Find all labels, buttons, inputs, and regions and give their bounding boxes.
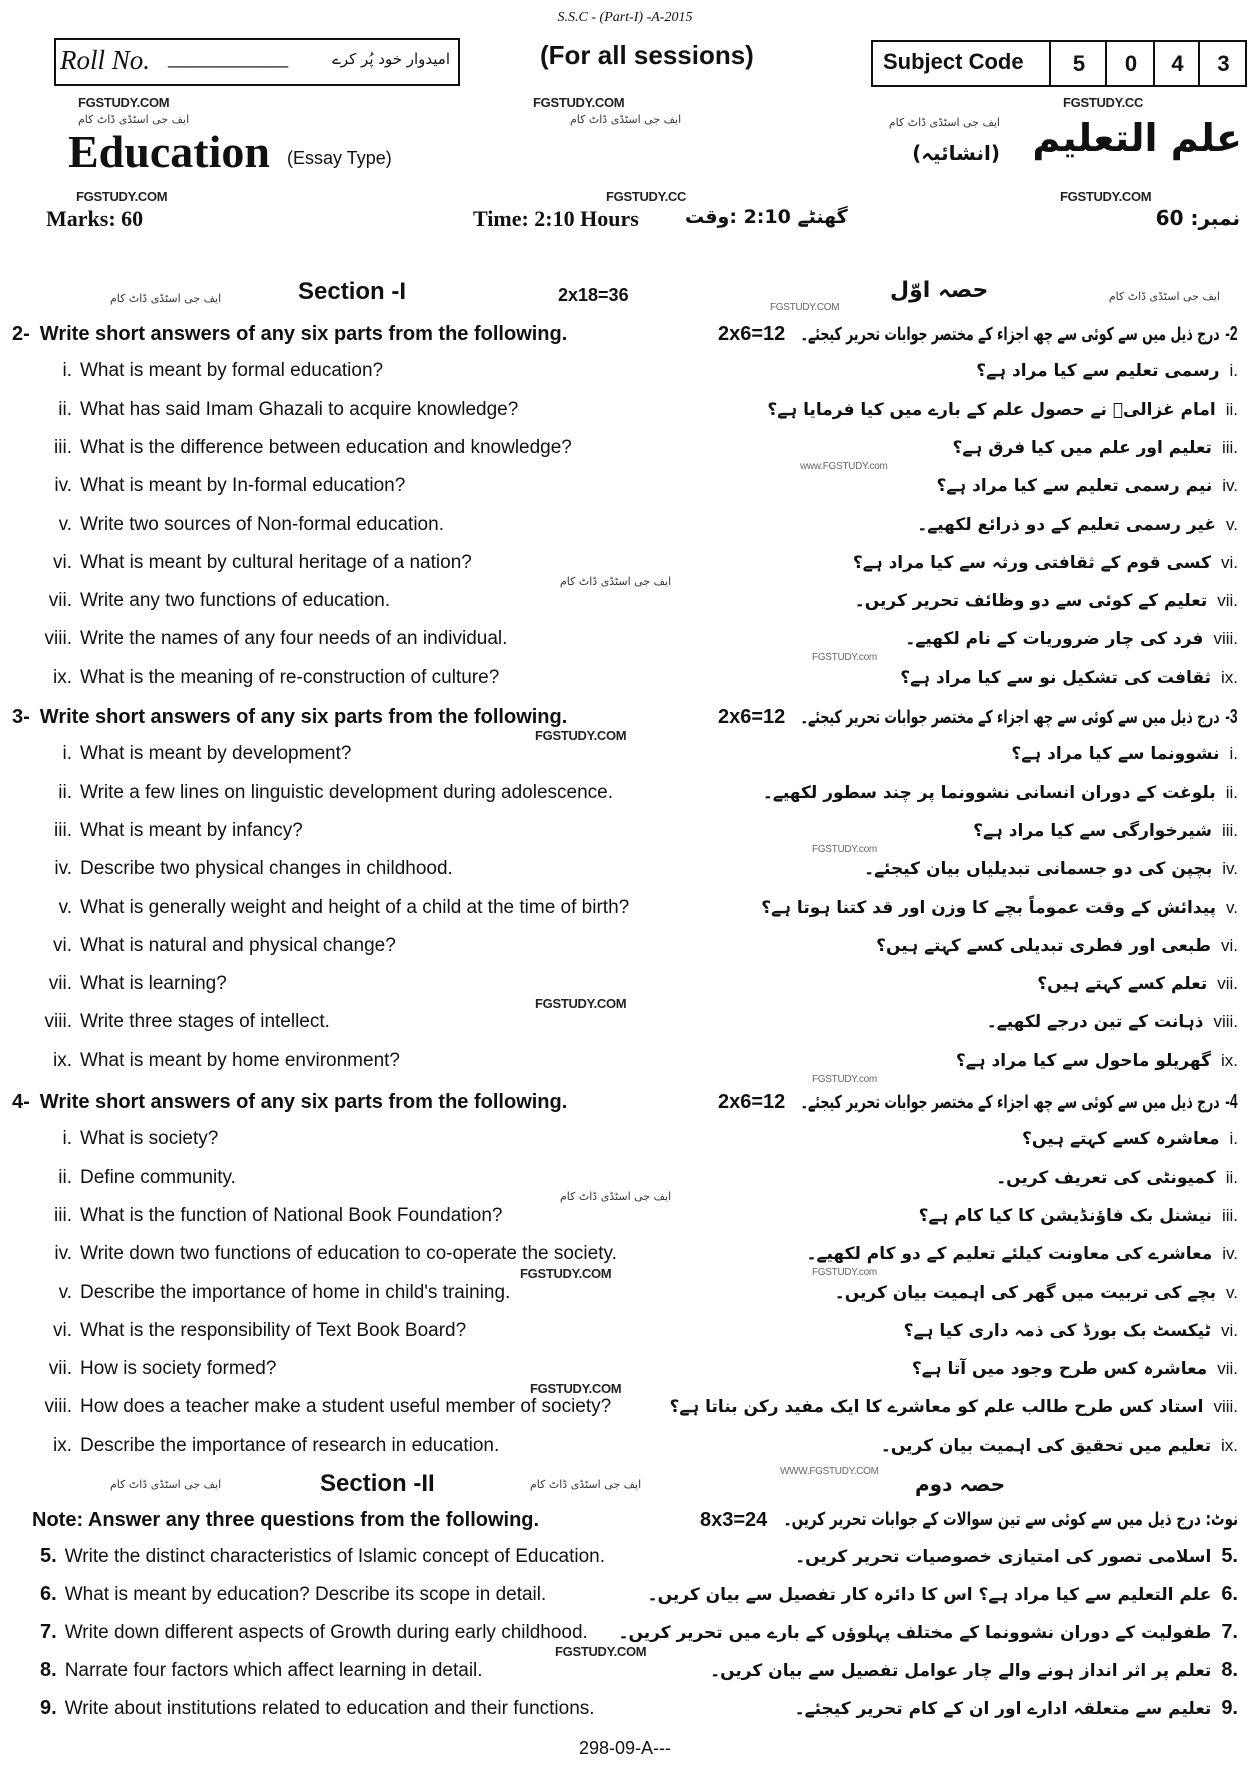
part-text-urdu: غیر رسمی تعلیم کے دو ذرائع لکھیے۔ xyxy=(917,515,1217,535)
question-part-urdu xyxy=(1037,973,1238,995)
part-text: What is generally weight and height of a child at the time of birth? xyxy=(80,897,630,918)
subject-code-label: Subject Code xyxy=(883,49,1024,74)
part-number-urdu: viii. xyxy=(1213,1397,1238,1416)
part-text: What is learning? xyxy=(80,973,227,994)
part-number: v. xyxy=(58,1282,72,1303)
subject-code-digit: 5 xyxy=(1049,42,1107,85)
watermark: WWW.FGSTUDY.COM xyxy=(780,1466,879,1477)
question-heading xyxy=(12,1090,567,1114)
part-text-urdu: استاد کس طرح طالب علم کو معاشرے کا ایک مفید رکن بناتا ہے؟ xyxy=(669,1397,1204,1417)
part-text-urdu: فرد کی چار ضروریات کے نام لکھیے۔ xyxy=(905,629,1204,649)
long-question-number: 8. xyxy=(40,1659,57,1681)
part-text-urdu: طبعی اور فطری تبدیلی کسے کہتے ہیں؟ xyxy=(876,936,1211,956)
question-part xyxy=(6,1358,276,1380)
part-number-urdu: iv. xyxy=(1222,859,1238,878)
watermark: FGSTUDY.COM xyxy=(770,302,840,313)
roll-number-box[interactable] xyxy=(54,38,460,86)
part-text: Describe two physical changes in childhood. xyxy=(80,858,453,879)
long-question-text-urdu: اسلامی تصور کی امتیازی خصوصیات تحریر کریں۔ xyxy=(795,1547,1212,1567)
part-number-urdu: ix. xyxy=(1221,1051,1238,1070)
part-number-urdu: iv. xyxy=(1222,476,1238,495)
question-part-urdu xyxy=(876,935,1238,957)
watermark: FGSTUDY.COM xyxy=(530,1381,622,1396)
part-number-urdu: i. xyxy=(1229,744,1238,763)
part-number-urdu: viii. xyxy=(1213,629,1238,648)
question-part-urdu xyxy=(864,858,1238,880)
part-text: How does a teacher make a student useful member of society? xyxy=(80,1396,612,1417)
question-part-urdu xyxy=(987,1011,1238,1033)
long-question-number: 7. xyxy=(40,1621,57,1643)
part-number: v. xyxy=(58,897,72,918)
part-text-urdu: نشوونما سے کیا مراد ہے؟ xyxy=(1011,744,1220,764)
question-part-urdu xyxy=(807,1243,1238,1265)
part-text-urdu: تعلیم کے کوئی سے دو وظائف تحریر کریں۔ xyxy=(854,591,1208,611)
part-number-urdu: vii. xyxy=(1217,591,1238,610)
watermark-urdu: ایف جی اسٹڈی ڈاٹ کام xyxy=(530,1478,642,1491)
watermark: FGSTUDY.CC xyxy=(1063,95,1144,110)
subject-code-box xyxy=(871,40,1247,87)
part-text: What is the function of National Book Foundation? xyxy=(80,1205,503,1226)
question-part-urdu xyxy=(905,628,1238,650)
watermark: www.FGSTUDY.com xyxy=(800,461,888,472)
section-2-marks: 8x3=24 xyxy=(700,1509,768,1531)
part-text: How is society formed? xyxy=(80,1358,277,1379)
part-text: What is meant by cultural heritage of a nation? xyxy=(80,552,472,573)
part-text: What has said Imam Ghazali to acquire knowledge? xyxy=(80,399,519,420)
question-part xyxy=(6,475,405,497)
long-question xyxy=(40,1621,588,1644)
question-part xyxy=(6,897,629,919)
watermark: FGSTUDY.com xyxy=(812,652,877,663)
long-question-text: Write about institutions related to education and their functions. xyxy=(64,1698,595,1719)
question-text: Write short answers of any six parts from the following. xyxy=(39,1091,568,1113)
part-number-urdu: i. xyxy=(1229,361,1238,380)
part-number: vi. xyxy=(53,935,72,956)
part-text: Define community. xyxy=(80,1167,236,1188)
question-part xyxy=(6,667,499,689)
part-text-urdu: کسی قوم کے ثقافتی ورثہ سے کیا مراد ہے؟ xyxy=(852,553,1211,573)
long-question-text: Write down different aspects of Growth during early childhood. xyxy=(64,1622,588,1643)
part-text: Describe the importance of research in education. xyxy=(80,1435,500,1456)
paper-code-footer: 298-09-A--- xyxy=(578,1738,672,1758)
part-text: Describe the importance of home in child's training. xyxy=(80,1282,511,1303)
part-number-urdu: vi. xyxy=(1221,1321,1238,1340)
section-2-title-urdu: حصہ دوم xyxy=(915,1472,1006,1496)
part-number: viii. xyxy=(44,628,72,649)
part-number: iii. xyxy=(54,820,72,841)
section-2-title: Section -II xyxy=(320,1470,435,1497)
part-text-urdu: تعلیم اور علم میں کیا فرق ہے؟ xyxy=(952,438,1212,458)
question-heading xyxy=(12,322,567,346)
part-number-urdu: ii. xyxy=(1225,400,1238,419)
question-marks: 2x6=12 xyxy=(718,323,786,345)
part-number: ii. xyxy=(58,782,72,803)
long-question-number-urdu: 7. xyxy=(1221,1621,1238,1643)
question-part xyxy=(6,973,227,995)
long-question-number-urdu: 9. xyxy=(1221,1697,1238,1719)
part-number: iv. xyxy=(54,1243,72,1264)
question-part-urdu xyxy=(919,1205,1238,1227)
section-2-note-urdu: نوٹ: درج ذیل میں سے کوئی سے تین سوالات کے جوابات تحریر کریں۔ xyxy=(783,1509,1238,1530)
long-question xyxy=(40,1545,605,1568)
section-1-marks: 2x18=36 xyxy=(558,285,629,305)
question-part-urdu xyxy=(761,897,1238,919)
part-text-urdu: معاشرہ کس طرح وجود میں آتا ہے؟ xyxy=(911,1359,1208,1379)
paper-type: (Essay Type) xyxy=(287,148,392,168)
time-label: Time: 2:10 Hours xyxy=(473,206,639,231)
part-number: viii. xyxy=(44,1011,72,1032)
part-number-urdu: viii. xyxy=(1213,1012,1238,1031)
question-number-urdu: -2 xyxy=(1225,323,1238,345)
section-1-title: Section -I xyxy=(298,278,407,305)
part-number-urdu: vii. xyxy=(1217,974,1238,993)
part-text: What is meant by formal education? xyxy=(80,360,384,381)
long-question-number: 9. xyxy=(40,1697,57,1719)
part-number: viii. xyxy=(44,1396,72,1417)
part-number: vii. xyxy=(48,1358,72,1379)
long-question-number-urdu: 5. xyxy=(1221,1545,1238,1567)
question-part-urdu xyxy=(904,1320,1238,1342)
part-number-urdu: iii. xyxy=(1221,438,1238,457)
long-question xyxy=(40,1583,546,1606)
question-text: Write short answers of any six parts from the following. xyxy=(39,323,568,345)
part-text: What is society? xyxy=(80,1128,219,1149)
watermark-urdu: ایف جی اسٹڈی ڈاٹ کام xyxy=(888,116,1000,129)
question-text-urdu: درج ذیل میں سے کوئی سے چھ اجزاء کے مختصر جوابات تحریر کیجئے۔ xyxy=(801,1092,1221,1113)
question-number: 4- xyxy=(12,1091,30,1113)
question-number-urdu: -3 xyxy=(1225,706,1238,728)
part-text-urdu: نیشنل بک فاؤنڈیشن کا کیا کام ہے؟ xyxy=(918,1206,1212,1226)
watermark: FGSTUDY.com xyxy=(812,1267,877,1278)
question-heading-urdu xyxy=(801,706,1238,729)
part-number-urdu: iv. xyxy=(1222,1244,1238,1263)
question-part xyxy=(6,437,572,459)
part-number-urdu: ix. xyxy=(1221,1436,1238,1455)
part-number: iv. xyxy=(54,475,72,496)
part-number: vi. xyxy=(53,1320,72,1341)
part-text-urdu: تعلم کسے کہتے ہیں؟ xyxy=(1037,974,1208,994)
part-text: What is the difference between education and knowledge? xyxy=(80,437,572,458)
question-part-urdu xyxy=(881,1435,1238,1457)
part-text: What is natural and physical change? xyxy=(80,935,396,956)
question-part-urdu xyxy=(767,399,1238,421)
question-part-urdu xyxy=(996,1167,1238,1189)
part-text-urdu: معاشرے کی معاونت کیلئے تعلیم کے دو کام لکھیے۔ xyxy=(806,1244,1213,1264)
part-text-urdu: امام غزالیؒ نے حصول علم کے بارے میں کیا فرمایا ہے؟ xyxy=(767,400,1216,420)
part-text-urdu: بچے کی تربیت میں گھر کی اہمیت بیان کریں۔ xyxy=(834,1283,1217,1303)
watermark-urdu: ایف جی اسٹڈی ڈاٹ کام xyxy=(560,1190,672,1203)
watermark-urdu: ایف جی اسٹڈی ڈاٹ کام xyxy=(110,292,222,305)
watermark: FGSTUDY.COM xyxy=(533,95,625,110)
question-part xyxy=(6,1243,617,1265)
part-text-urdu: کمیونٹی کی تعریف کریں۔ xyxy=(996,1168,1216,1188)
part-number: vii. xyxy=(48,973,72,994)
question-part-urdu xyxy=(912,1358,1238,1380)
question-marks: 2x6=12 xyxy=(718,1091,786,1113)
part-number: ix. xyxy=(53,1050,72,1071)
question-part xyxy=(6,590,390,612)
part-number-urdu: iii. xyxy=(1221,1206,1238,1225)
question-text-urdu: درج ذیل میں سے کوئی سے چھ اجزاء کے مختصر جوابات تحریر کیجئے۔ xyxy=(801,324,1221,345)
part-number-urdu: ii. xyxy=(1225,783,1238,802)
question-part-urdu xyxy=(956,1050,1238,1072)
roll-label: Roll No. xyxy=(60,45,151,75)
part-text-urdu: معاشرہ کسے کہتے ہیں؟ xyxy=(1022,1129,1220,1149)
question-part-urdu xyxy=(855,590,1238,612)
question-number: 3- xyxy=(12,706,30,728)
subject-title: Education xyxy=(68,126,270,177)
long-question-urdu xyxy=(710,1659,1238,1682)
marks-label-urdu: نمبر: 60 xyxy=(1155,206,1240,230)
watermark-urdu: ایف جی اسٹڈی ڈاٹ کام xyxy=(110,1478,222,1491)
part-text: Write down two functions of education to co-operate the society. xyxy=(80,1243,617,1264)
section-2-note: Note: Answer any three questions from the following. xyxy=(32,1509,540,1531)
long-question-urdu xyxy=(795,1697,1238,1720)
time-label-urdu: گھنٹے 2:10 :وقت xyxy=(685,206,848,228)
question-part-urdu xyxy=(835,1282,1238,1304)
long-question-text: Narrate four factors which affect learning in detail. xyxy=(64,1660,483,1681)
question-part xyxy=(6,782,613,804)
part-number: iv. xyxy=(54,858,72,879)
marks-label: Marks: 60 xyxy=(46,206,144,231)
question-heading-urdu xyxy=(801,323,1238,346)
question-number: 2- xyxy=(12,323,30,345)
part-text-urdu: بلوغت کے دوران انسانی نشوونما پر چند سطور لکھیے۔ xyxy=(762,783,1216,803)
question-part-urdu xyxy=(917,514,1238,536)
sessions-label: (For all sessions) xyxy=(540,40,754,70)
part-number: i. xyxy=(62,360,72,381)
question-part xyxy=(6,743,351,765)
question-part-urdu xyxy=(900,667,1238,689)
watermark: FGSTUDY.com xyxy=(812,844,877,855)
roll-urdu-label: امیدوار خود پُر کرے xyxy=(332,50,450,68)
long-question-urdu xyxy=(648,1583,1238,1606)
question-part-urdu xyxy=(973,820,1238,842)
watermark-urdu: ایف جی اسٹڈی ڈاٹ کام xyxy=(560,575,672,588)
question-part-urdu xyxy=(1022,1128,1238,1150)
part-number-urdu: v. xyxy=(1226,1283,1238,1302)
long-question-text-urdu: تعلم پر اثر انداز ہونے والے چار عوامل تفصیل سے بیان کریں۔ xyxy=(710,1661,1212,1681)
part-number: ii. xyxy=(58,399,72,420)
part-number-urdu: v. xyxy=(1226,515,1238,534)
part-text-urdu: گھریلو ماحول سے کیا مراد ہے؟ xyxy=(955,1051,1211,1071)
part-text: What is the responsibility of Text Book Board? xyxy=(80,1320,467,1341)
watermark: FGSTUDY.COM xyxy=(555,1644,647,1659)
part-text: What is meant by infancy? xyxy=(80,820,303,841)
question-heading xyxy=(12,705,567,729)
exam-code: S.S.C - (Part-I) -A-2015 xyxy=(557,10,693,25)
long-question-text-urdu: علم التعلیم سے کیا مراد ہے؟ اس کا دائرہ کار تفصیل سے بیان کریں۔ xyxy=(647,1585,1212,1605)
subject-code-digit: 0 xyxy=(1105,42,1155,85)
watermark-urdu: ایف جی اسٹڈی ڈاٹ کام xyxy=(570,113,682,126)
question-marks: 2x6=12 xyxy=(718,706,786,728)
watermark-urdu: ایف جی اسٹڈی ڈاٹ کام xyxy=(1108,290,1220,303)
question-part xyxy=(6,360,383,382)
part-text: Write the names of any four needs of an individual. xyxy=(80,628,508,649)
part-number: ii. xyxy=(58,1167,72,1188)
question-part xyxy=(6,858,453,880)
part-number: v. xyxy=(58,514,72,535)
question-part xyxy=(6,1396,611,1418)
part-text-urdu: ذہانت کے تین درجے لکھیے۔ xyxy=(986,1012,1204,1032)
question-part-urdu xyxy=(936,475,1238,497)
part-number-urdu: vii. xyxy=(1217,1359,1238,1378)
question-part xyxy=(6,1011,330,1033)
part-text-urdu: رسمی تعلیم سے کیا مراد ہے؟ xyxy=(976,361,1220,381)
question-part-urdu xyxy=(976,360,1238,382)
part-number-urdu: ix. xyxy=(1221,668,1238,687)
subject-title-urdu: علم التعلیم xyxy=(1032,116,1242,160)
part-number: i. xyxy=(62,1128,72,1149)
part-number-urdu: vi. xyxy=(1221,553,1238,572)
long-question-text-urdu: طفولیت کے دوران نشوونما کے مختلف پہلوؤں کے بارے میں تحریر کریں۔ xyxy=(618,1623,1212,1643)
long-question-number: 5. xyxy=(40,1545,57,1567)
subject-code-digit: 4 xyxy=(1153,42,1200,85)
watermark: FGSTUDY.CC xyxy=(606,189,687,204)
question-part xyxy=(6,1205,502,1227)
question-part xyxy=(6,399,518,421)
question-text: Write short answers of any six parts from the following. xyxy=(39,706,568,728)
part-text: What is meant by home environment? xyxy=(80,1050,400,1071)
part-text-urdu: شیرخوارگی سے کیا مراد ہے؟ xyxy=(973,821,1212,841)
watermark: FGSTUDY.COM xyxy=(520,1266,612,1281)
part-text-urdu: ٹیکسٹ بک بورڈ کی ذمہ داری کیا ہے؟ xyxy=(903,1321,1211,1341)
question-text-urdu: درج ذیل میں سے کوئی سے چھ اجزاء کے مختصر جوابات تحریر کیجئے۔ xyxy=(801,707,1221,728)
question-part-urdu xyxy=(853,552,1238,574)
question-part xyxy=(6,1050,400,1072)
part-number: ix. xyxy=(53,1435,72,1456)
long-question-number: 6. xyxy=(40,1583,57,1605)
watermark: FGSTUDY.com xyxy=(812,1074,877,1085)
question-part-urdu xyxy=(1011,743,1238,765)
question-part xyxy=(6,628,507,650)
question-part xyxy=(6,552,472,574)
question-part-urdu xyxy=(953,437,1239,459)
question-part xyxy=(6,1128,218,1150)
long-question-text: Write the distinct characteristics of Islamic concept of Education. xyxy=(64,1546,606,1567)
question-heading-urdu xyxy=(801,1091,1238,1114)
part-text-urdu: ثقافت کی تشکیل نو سے کیا مراد ہے؟ xyxy=(900,668,1211,688)
long-question-text: What is meant by education? Describe its scope in detail. xyxy=(64,1584,547,1605)
section-1-title-urdu: حصہ اوّل xyxy=(890,278,989,303)
question-part-urdu xyxy=(763,782,1238,804)
part-text: Write three stages of intellect. xyxy=(80,1011,330,1032)
question-part xyxy=(6,935,396,957)
roll-blank: ____________ xyxy=(168,48,289,68)
part-number-urdu: vi. xyxy=(1221,936,1238,955)
part-text-urdu: پیدائش کے وقت عموماً بچے کا وزن اور قد کتنا ہوتا ہے؟ xyxy=(761,898,1217,918)
question-part xyxy=(6,514,444,536)
watermark: FGSTUDY.COM xyxy=(535,728,627,743)
part-number: iii. xyxy=(54,437,72,458)
part-text-urdu: بچپن کی دو جسمانی تبدیلیاں بیان کیجئے۔ xyxy=(864,859,1213,879)
part-number: ix. xyxy=(53,667,72,688)
question-number-urdu: -4 xyxy=(1225,1091,1238,1113)
part-number-urdu: ii. xyxy=(1225,1168,1238,1187)
question-part xyxy=(6,1435,499,1457)
long-question xyxy=(40,1659,483,1682)
long-question-urdu xyxy=(795,1545,1238,1568)
long-question-urdu xyxy=(618,1621,1238,1644)
question-part xyxy=(6,1282,510,1304)
question-part xyxy=(6,820,303,842)
part-text-urdu: تعلیم میں تحقیق کی اہمیت بیان کریں۔ xyxy=(880,1436,1211,1456)
watermark: FGSTUDY.COM xyxy=(1060,189,1152,204)
part-text: What is the meaning of re-construction of culture? xyxy=(80,667,500,688)
part-number-urdu: i. xyxy=(1229,1129,1238,1148)
part-number: vi. xyxy=(53,552,72,573)
part-text: What is meant by development? xyxy=(80,743,352,764)
long-question xyxy=(40,1697,595,1720)
part-number-urdu: iii. xyxy=(1221,821,1238,840)
part-number: iii. xyxy=(54,1205,72,1226)
watermark-urdu: ایف جی اسٹڈی ڈاٹ کام xyxy=(78,113,190,126)
part-number: i. xyxy=(62,743,72,764)
question-part-urdu xyxy=(669,1396,1238,1418)
paper-type-urdu: (انشائیہ) xyxy=(912,141,1000,165)
part-number: vii. xyxy=(48,590,72,611)
part-number-urdu: v. xyxy=(1226,898,1238,917)
watermark: FGSTUDY.COM xyxy=(535,996,627,1011)
long-question-text-urdu: تعلیم سے متعلقہ ادارے اور ان کے کام تحریر کیجئے۔ xyxy=(794,1699,1212,1719)
part-text: Write any two functions of education. xyxy=(80,590,391,611)
subject-code-digit: 3 xyxy=(1198,42,1247,85)
long-question-number-urdu: 6. xyxy=(1221,1583,1238,1605)
watermark: FGSTUDY.COM xyxy=(78,95,170,110)
part-text: Write two sources of Non-formal education. xyxy=(80,514,444,535)
part-text-urdu: نیم رسمی تعلیم سے کیا مراد ہے؟ xyxy=(936,476,1213,496)
question-part xyxy=(6,1320,466,1342)
part-text: What is meant by In-formal education? xyxy=(80,475,406,496)
watermark: FGSTUDY.COM xyxy=(76,189,168,204)
long-question-number-urdu: 8. xyxy=(1221,1659,1238,1681)
question-part xyxy=(6,1167,236,1189)
part-text: Write a few lines on linguistic development during adolescence. xyxy=(80,782,614,803)
